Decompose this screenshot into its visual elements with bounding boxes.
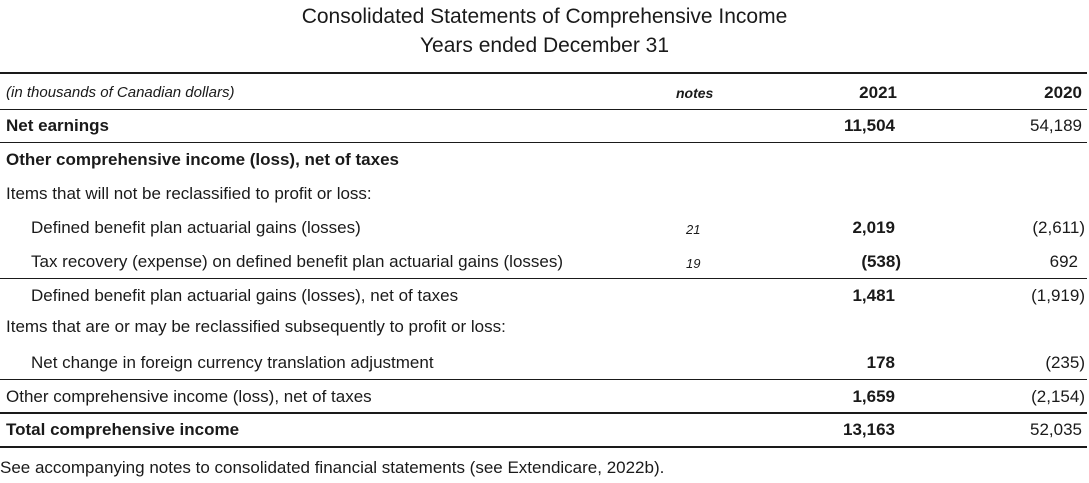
value-2021: 2,019 xyxy=(852,218,895,237)
year-2020-header: 2020 xyxy=(1044,83,1082,102)
note-ref: 21 xyxy=(686,222,701,237)
row-label: Net earnings xyxy=(6,116,109,135)
year-2021-header: 2021 xyxy=(859,83,897,102)
row-label: Other comprehensive income (loss), net of taxes xyxy=(6,387,372,406)
table-row xyxy=(0,143,1089,177)
value-2020: 54,189 xyxy=(1030,116,1082,135)
total-bottom-rule xyxy=(0,446,1087,448)
value-2021: 11,504 xyxy=(843,116,895,135)
value-2021: 13,163 xyxy=(843,420,895,439)
footnote: See accompanying notes to consolidated financial statements (see Extendicare, 2022b). xyxy=(0,458,665,477)
table-row xyxy=(0,346,1089,380)
table-row xyxy=(0,380,1089,414)
unit-label: (in thousands of Canadian dollars) xyxy=(6,84,235,101)
value-2021: 1,659 xyxy=(852,387,895,406)
value-2020: 692 xyxy=(1049,252,1078,271)
top-rule xyxy=(0,72,1087,74)
table-header-row xyxy=(0,76,1089,110)
table-row xyxy=(0,109,1089,143)
table-row xyxy=(0,279,1089,313)
table-row xyxy=(0,413,1089,447)
statement-title: Consolidated Statements of Comprehensive Income xyxy=(301,5,788,28)
table-row xyxy=(0,245,1089,279)
value-2020: 52,035 xyxy=(1030,420,1082,439)
note-ref: 19 xyxy=(686,256,701,271)
section-heading: Other comprehensive income (loss), net of taxes xyxy=(6,150,400,169)
statement-subtitle: Years ended December 31 xyxy=(419,34,670,57)
table-row xyxy=(0,211,1089,245)
value-2020: (1,919) xyxy=(1031,286,1085,305)
value-2020: (235) xyxy=(1045,353,1085,372)
row-label: Defined benefit plan actuarial gains (losses) xyxy=(31,218,361,237)
value-2020: (2,611) xyxy=(1032,218,1085,237)
row-label: Net change in foreign currency translation adjustment xyxy=(31,353,434,372)
subsection-heading: Items that are or may be reclassified subsequently to profit or loss: xyxy=(6,317,506,336)
notes-column-header: notes xyxy=(676,85,714,101)
row-label: Total comprehensive income xyxy=(6,420,240,439)
row-label: Defined benefit plan actuarial gains (losses), net of taxes xyxy=(31,286,459,305)
value-2020: (2,154) xyxy=(1031,387,1085,406)
value-2021: 178 xyxy=(866,353,895,372)
row-label: Tax recovery (expense) on defined benefit plan actuarial gains (losses) xyxy=(31,252,564,271)
subsection-heading: Items that will not be reclassified to profit or loss: xyxy=(6,184,372,203)
value-2021: (538) xyxy=(861,252,901,271)
table-row xyxy=(0,310,1089,344)
value-2021: 1,481 xyxy=(852,286,895,305)
table-row xyxy=(0,177,1089,211)
